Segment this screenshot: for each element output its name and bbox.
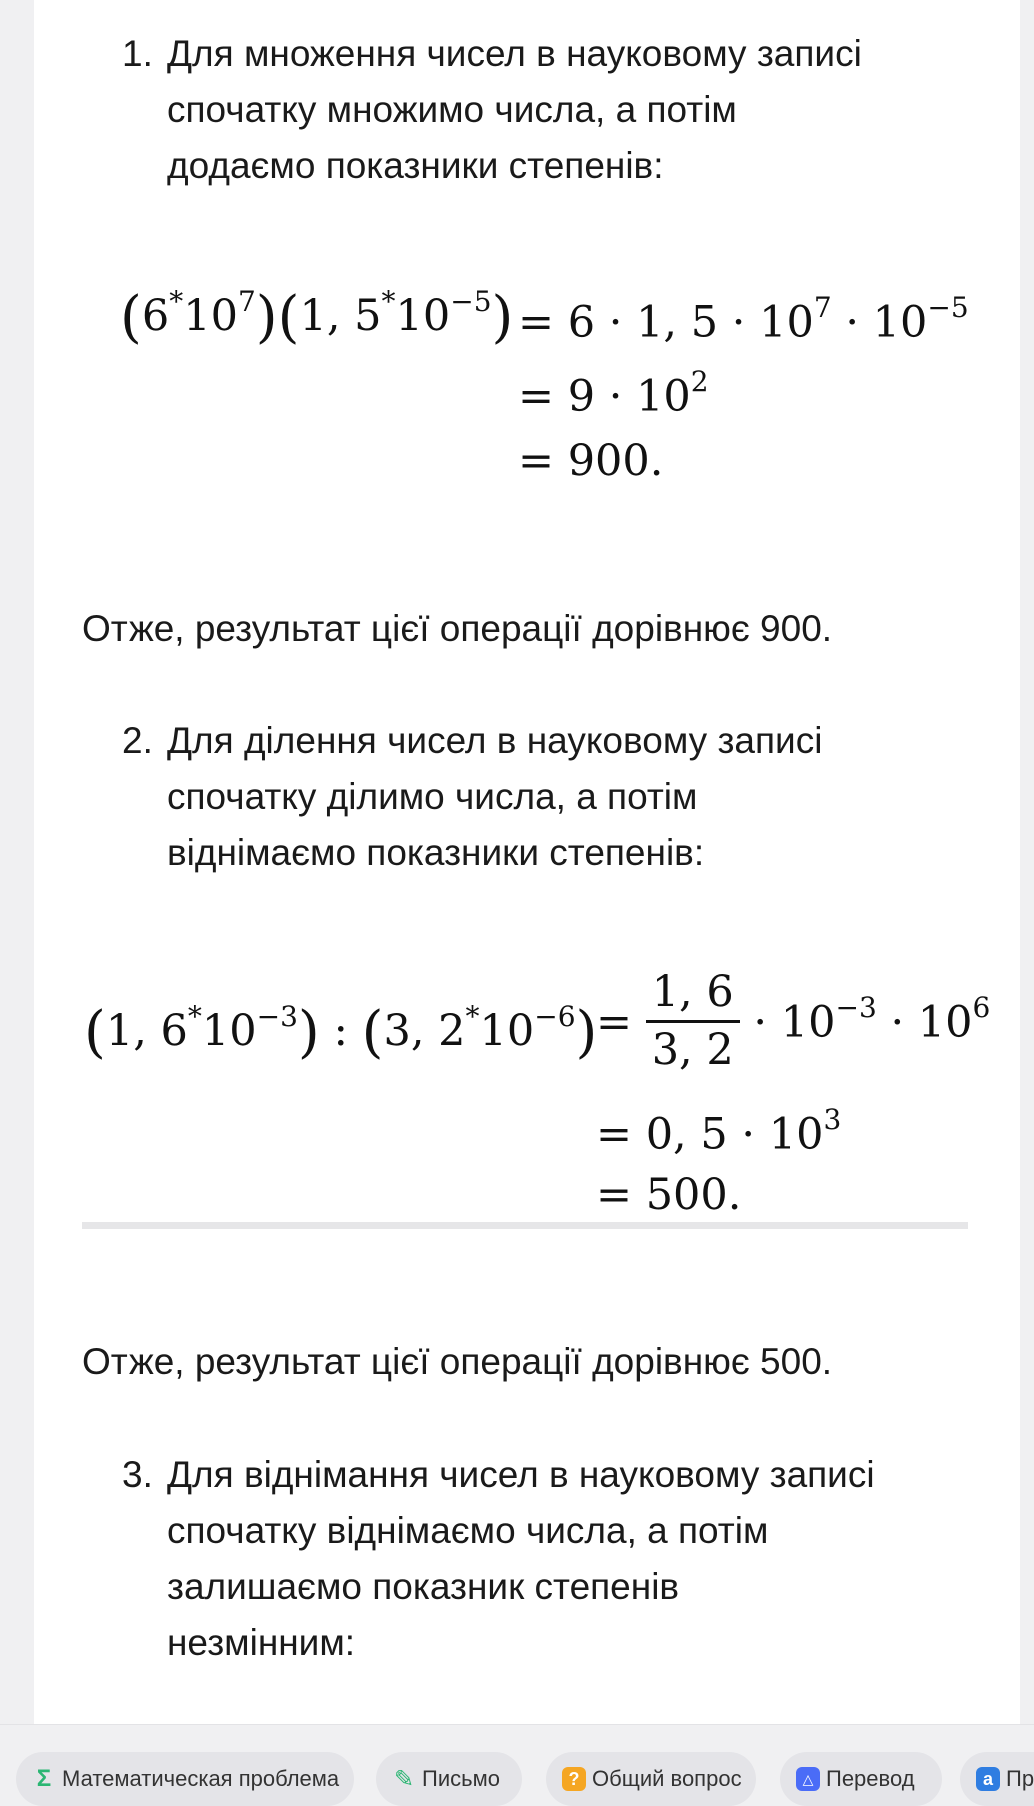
step-number: 2. bbox=[122, 720, 153, 761]
chip-general-question[interactable]: ? Общий вопрос bbox=[546, 1752, 756, 1806]
chip-math-problem[interactable]: Σ Математическая проблема bbox=[16, 1752, 354, 1806]
equation-multiplication-rhs-2: = $9 \cdot 10^2$ bbox=[518, 365, 709, 422]
step-text-line: додаємо показники степенів: bbox=[167, 145, 664, 186]
equation-division-line-1: (1, $6^*10^{-3}$) : (3, $2^*10^{-6}$) bbox=[84, 999, 598, 1065]
amazon-icon: a bbox=[976, 1767, 1000, 1791]
step-text-line: незмінним: bbox=[167, 1622, 356, 1663]
result-text-1: Отже, результат цієї операції дорівнює 900. bbox=[82, 608, 833, 649]
step-number: 3. bbox=[122, 1454, 153, 1495]
step-text-line: спочатку віднімаємо числа, а потім bbox=[167, 1510, 769, 1551]
feather-icon: ✎ bbox=[393, 1765, 415, 1793]
step-text-line: Для множення чисел в науковому записі bbox=[167, 33, 862, 74]
equation-division-rhs-2: = 0, $5 \cdot 10^3$ bbox=[596, 1103, 842, 1160]
sigma-icon: Σ bbox=[36, 1765, 52, 1792]
result-text-2: Отже, результат цієї операції дорівнює 500. bbox=[82, 1341, 833, 1382]
equation-division-rhs-3: = 500. bbox=[596, 1170, 742, 1220]
chip-translate[interactable]: △ Перевод bbox=[780, 1752, 942, 1806]
step-text-line: віднімаємо показники степенів: bbox=[167, 832, 705, 873]
chip-more[interactable]: a Пр bbox=[960, 1752, 1034, 1806]
step-text-line: Для ділення чисел в науковому записі bbox=[167, 720, 823, 761]
step-text-line: залишаємо показник степенів bbox=[167, 1566, 680, 1607]
divider bbox=[82, 1222, 968, 1229]
question-icon: ? bbox=[562, 1767, 586, 1791]
step-text-line: спочатку множимо числа, а потім bbox=[167, 89, 737, 130]
step-text-line: Для віднімання чисел в науковому записі bbox=[167, 1454, 875, 1495]
equation-multiplication-rhs-3: = 900. bbox=[518, 436, 664, 486]
translate-icon: △ bbox=[796, 1767, 820, 1791]
suggestion-chip-bar bbox=[0, 1724, 1034, 1806]
equation-division-rhs-1: = $\frac{1, 6}{3, 2}$ · $10^{-3} \cdot 10^6$ bbox=[596, 967, 991, 1075]
step-number: 1. bbox=[122, 33, 153, 74]
equation-multiplication-rhs-1: = 6 · 1, $5 \cdot 10^7 \cdot 10^{-5}$ bbox=[518, 291, 969, 348]
equation-multiplication-line-1: $(6^*10^7)(1$, $5^*10^{-5}$) bbox=[120, 284, 514, 350]
fraction: $\frac{1, 6}{3, 2}$ bbox=[646, 971, 740, 1072]
step-text-line: спочатку ділимо числа, а потім bbox=[167, 776, 698, 817]
chip-writing[interactable]: ✎ Письмо bbox=[376, 1752, 522, 1806]
